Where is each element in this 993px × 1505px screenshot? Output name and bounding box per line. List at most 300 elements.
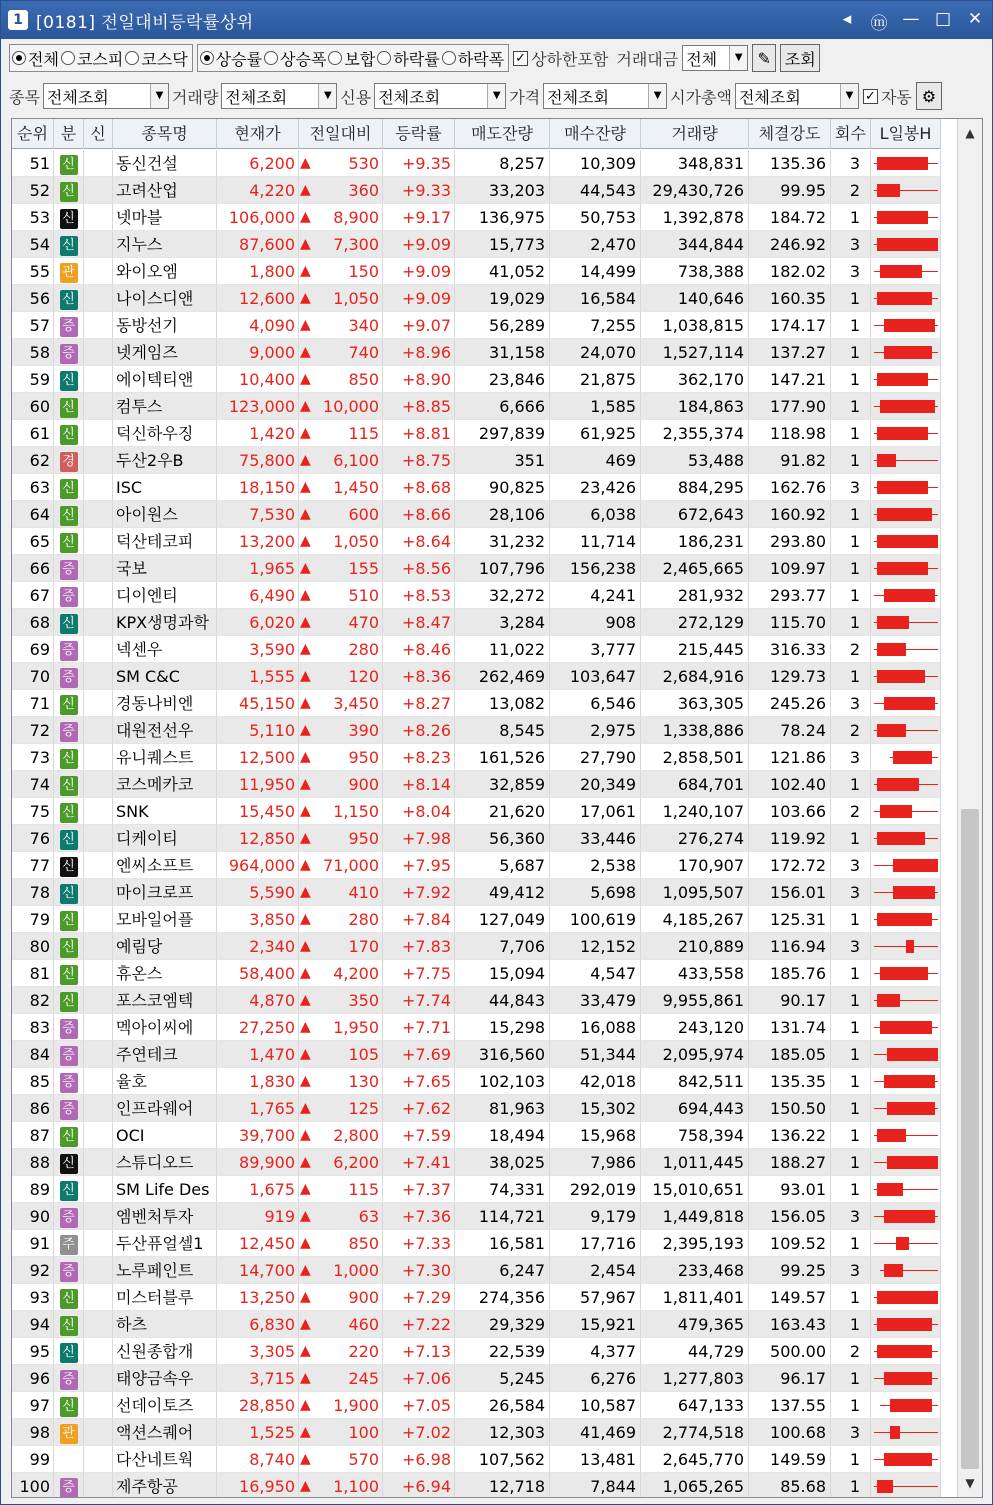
- rank-cell: 64: [12, 501, 54, 527]
- table-row[interactable]: [12, 501, 941, 528]
- count: 1: [831, 393, 871, 419]
- column-header[interactable]: L일봉H: [871, 119, 941, 149]
- change-value: 1,000: [333, 1261, 379, 1280]
- change-cell: [299, 366, 383, 392]
- rank-cell: 56: [12, 285, 54, 311]
- buy-remain: 16,584: [550, 285, 641, 311]
- sort-radio-4[interactable]: [442, 47, 504, 70]
- division-cell: [54, 771, 84, 797]
- table-row[interactable]: [12, 1419, 941, 1446]
- change-cell: [299, 1014, 383, 1040]
- stock-name[interactable]: 컴투스: [113, 393, 217, 419]
- sort-radio-2[interactable]: [328, 47, 375, 70]
- table-row[interactable]: [12, 1338, 941, 1365]
- stock-name[interactable]: 국보: [113, 555, 217, 581]
- sell-remain: 6,666: [455, 393, 550, 419]
- division-cell: [54, 1230, 84, 1256]
- stock-name[interactable]: 마이크로프: [113, 879, 217, 905]
- table-row[interactable]: [12, 555, 941, 582]
- table-row[interactable]: [12, 1041, 941, 1068]
- stock-name[interactable]: 휴온스: [113, 960, 217, 986]
- radio-button-icon[interactable]: [200, 51, 214, 65]
- current-price: 15,450: [217, 798, 299, 824]
- credit-cell: [84, 744, 113, 770]
- division-badge: 증: [60, 344, 78, 364]
- table-row[interactable]: [12, 1176, 941, 1203]
- change-value: 510: [348, 586, 379, 605]
- radio-button-icon[interactable]: [328, 51, 342, 65]
- scroll-thumb[interactable]: [961, 809, 979, 1469]
- change-cell: [299, 285, 383, 311]
- table-row[interactable]: [12, 1122, 941, 1149]
- table-row[interactable]: [12, 366, 941, 393]
- stock-name[interactable]: 아이원스: [113, 501, 217, 527]
- count: 1: [831, 609, 871, 635]
- mcap-select[interactable]: [735, 83, 859, 109]
- scroll-up-icon[interactable]: ▲: [965, 126, 975, 140]
- table-row[interactable]: [12, 1284, 941, 1311]
- market-radio-1[interactable]: [61, 47, 123, 70]
- price-select[interactable]: [543, 83, 667, 109]
- division-cell: [54, 1122, 84, 1148]
- chevron-down-icon[interactable]: ▼: [318, 84, 336, 108]
- column-header[interactable]: 등락률: [383, 119, 455, 149]
- stock-name[interactable]: 디이엔티: [113, 582, 217, 608]
- stock-name[interactable]: 두산2우B: [113, 447, 217, 473]
- stock-name[interactable]: SM C&C: [113, 663, 217, 689]
- stock-name[interactable]: 나이스디앤: [113, 285, 217, 311]
- sort-radio-0[interactable]: [200, 47, 262, 70]
- change-value: 1,950: [333, 1018, 379, 1037]
- daily-candle: [871, 528, 941, 554]
- table-row[interactable]: [12, 474, 941, 501]
- stock-name[interactable]: 선데이토즈: [113, 1392, 217, 1418]
- up-arrow-icon: ▲: [300, 1370, 311, 1386]
- chevron-down-icon[interactable]: ▼: [729, 46, 747, 70]
- change-cell: [299, 852, 383, 878]
- buy-remain: 17,716: [550, 1230, 641, 1256]
- stock-name[interactable]: 유니퀘스트: [113, 744, 217, 770]
- sort-radio-3[interactable]: [377, 47, 439, 70]
- table-row[interactable]: [12, 744, 941, 771]
- division-badge: 관: [60, 263, 78, 283]
- credit-cell: [84, 1230, 113, 1256]
- current-price: 919: [217, 1203, 299, 1229]
- sell-remain: 56,360: [455, 825, 550, 851]
- limit-checkbox[interactable]: [513, 47, 608, 70]
- table-row[interactable]: [12, 960, 941, 987]
- table-row[interactable]: [12, 177, 941, 204]
- table-row[interactable]: [12, 447, 941, 474]
- table-row[interactable]: [12, 1203, 941, 1230]
- radio-button-icon[interactable]: [125, 51, 139, 65]
- table-row[interactable]: [12, 825, 941, 852]
- table-row[interactable]: [12, 609, 941, 636]
- stock-name[interactable]: ISC: [113, 474, 217, 500]
- up-arrow-icon: ▲: [300, 533, 311, 549]
- volume: 2,355,374: [641, 420, 749, 446]
- table-row[interactable]: [12, 1392, 941, 1419]
- stock-name[interactable]: 액션스퀘어: [113, 1419, 217, 1445]
- candle-body: [893, 859, 938, 872]
- table-row[interactable]: [12, 906, 941, 933]
- credit-cell: [84, 231, 113, 257]
- stock-name[interactable]: 율호: [113, 1068, 217, 1094]
- column-header[interactable]: 순위: [12, 119, 54, 149]
- memo-icon[interactable]: ⓜ: [870, 14, 888, 34]
- radio-button-icon[interactable]: [61, 51, 75, 65]
- change-rate: +7.59: [383, 1122, 455, 1148]
- column-header[interactable]: 회수: [831, 119, 871, 149]
- market-radio-0[interactable]: [12, 47, 59, 70]
- rank-cell: 76: [12, 825, 54, 851]
- table-row[interactable]: [12, 690, 941, 717]
- volume: 1,065,265: [641, 1473, 749, 1498]
- count: 1: [831, 1014, 871, 1040]
- stock-name[interactable]: 동방선기: [113, 312, 217, 338]
- rank-cell: 100: [12, 1473, 54, 1498]
- table-row[interactable]: [12, 312, 941, 339]
- count: 1: [831, 771, 871, 797]
- sort-radio-1[interactable]: [264, 47, 326, 70]
- chevron-down-icon[interactable]: ▼: [150, 84, 168, 108]
- change-rate: +8.66: [383, 501, 455, 527]
- table-row[interactable]: [12, 582, 941, 609]
- table-row[interactable]: [12, 1014, 941, 1041]
- up-arrow-icon: ▲: [300, 560, 311, 576]
- change-rate: +7.06: [383, 1365, 455, 1391]
- change-value: 1,050: [333, 532, 379, 551]
- stock-name[interactable]: 미스터블루: [113, 1284, 217, 1310]
- table-row[interactable]: [12, 1230, 941, 1257]
- scroll-down-icon[interactable]: ▼: [965, 1476, 975, 1490]
- stock-name[interactable]: 넷게임즈: [113, 339, 217, 365]
- prev-icon[interactable]: ◂: [842, 9, 852, 29]
- stock-name[interactable]: 경동나비엔: [113, 690, 217, 716]
- stock-name[interactable]: 인프라웨어: [113, 1095, 217, 1121]
- stock-name[interactable]: SNK: [113, 798, 217, 824]
- table-row[interactable]: [12, 339, 941, 366]
- buy-remain: 103,647: [550, 663, 641, 689]
- change-value: 120: [348, 667, 379, 686]
- item-select[interactable]: [43, 83, 169, 109]
- stock-name[interactable]: SM Life Des: [113, 1176, 217, 1202]
- stock-name[interactable]: 와이오엠: [113, 258, 217, 284]
- table-row[interactable]: [12, 933, 941, 960]
- stock-name[interactable]: 대원전선우: [113, 717, 217, 743]
- stock-name[interactable]: 신원종합개: [113, 1338, 217, 1364]
- candle-body: [877, 535, 938, 548]
- limit-check-icon[interactable]: ✓: [513, 51, 528, 66]
- column-header[interactable]: 분: [54, 119, 84, 149]
- table-row[interactable]: [12, 798, 941, 825]
- trade-amount-value: 전체: [686, 49, 718, 69]
- change-cell: [299, 231, 383, 257]
- change-rate: +8.56: [383, 555, 455, 581]
- credit-select[interactable]: [374, 83, 506, 109]
- credit-cell: [84, 1446, 113, 1472]
- change-value: 360: [348, 181, 379, 200]
- market-radio-2[interactable]: [125, 47, 187, 70]
- buy-remain: 156,238: [550, 555, 641, 581]
- table-row[interactable]: [12, 258, 941, 285]
- gear-icon[interactable]: ⚙: [916, 82, 942, 110]
- up-arrow-icon: ▲: [300, 965, 311, 981]
- buy-remain: 57,967: [550, 1284, 641, 1310]
- table-row[interactable]: [12, 1311, 941, 1338]
- buy-remain: 15,302: [550, 1095, 641, 1121]
- division-cell: [54, 1014, 84, 1040]
- stock-name[interactable]: KPX생명과학: [113, 609, 217, 635]
- table-row[interactable]: [12, 852, 941, 879]
- column-header[interactable]: 매도잔량: [455, 119, 550, 149]
- credit-cell: [84, 312, 113, 338]
- table-row[interactable]: [12, 204, 941, 231]
- rank-cell: 98: [12, 1419, 54, 1445]
- table-row[interactable]: [12, 1149, 941, 1176]
- daily-candle: [871, 1365, 941, 1391]
- volume-label: 거래량: [171, 87, 219, 107]
- stock-name[interactable]: 덕산테코피: [113, 528, 217, 554]
- chevron-down-icon[interactable]: ▼: [840, 84, 858, 108]
- division-badge: 신: [60, 857, 78, 877]
- change-value: 245: [348, 1369, 379, 1388]
- exec-strength: 174.17: [749, 312, 831, 338]
- mcap-value: 전체조회: [738, 87, 801, 107]
- rank-cell: 86: [12, 1095, 54, 1121]
- stock-name[interactable]: OCI: [113, 1122, 217, 1148]
- division-badge: 신: [60, 1289, 78, 1309]
- count: 3: [831, 1257, 871, 1283]
- change-rate: +7.22: [383, 1311, 455, 1337]
- buy-remain: 61,925: [550, 420, 641, 446]
- table-row[interactable]: [12, 1365, 941, 1392]
- division-badge: 증: [60, 1019, 78, 1039]
- title-bar[interactable]: [1, 1, 992, 39]
- change-cell: [299, 1041, 383, 1067]
- volume: 344,844: [641, 231, 749, 257]
- change-cell: [299, 1473, 383, 1498]
- exec-strength: 100.68: [749, 1419, 831, 1445]
- change-cell: [299, 528, 383, 554]
- radio-button-icon[interactable]: [442, 51, 456, 65]
- table-row[interactable]: [12, 636, 941, 663]
- stock-name[interactable]: 다산네트웍: [113, 1446, 217, 1472]
- close-icon[interactable]: ✕: [967, 9, 983, 29]
- exec-strength: 135.35: [749, 1068, 831, 1094]
- radio-button-icon[interactable]: [264, 51, 278, 65]
- volume: 140,646: [641, 285, 749, 311]
- change-rate: +7.37: [383, 1176, 455, 1202]
- stock-name[interactable]: 지누스: [113, 231, 217, 257]
- credit-cell: [84, 771, 113, 797]
- table-row[interactable]: [12, 420, 941, 447]
- stock-name[interactable]: 하츠: [113, 1311, 217, 1337]
- stock-name[interactable]: 디케이티: [113, 825, 217, 851]
- up-arrow-icon: ▲: [300, 695, 311, 711]
- buy-remain: 21,875: [550, 366, 641, 392]
- stock-name[interactable]: 에이텍티앤: [113, 366, 217, 392]
- stock-name[interactable]: 포스코엠텍: [113, 987, 217, 1013]
- table-row[interactable]: [12, 285, 941, 312]
- credit-cell: [84, 933, 113, 959]
- credit-cell: [84, 420, 113, 446]
- table-row[interactable]: [12, 150, 941, 177]
- sell-remain: 81,963: [455, 1095, 550, 1121]
- stock-name[interactable]: 넥센우: [113, 636, 217, 662]
- credit-cell: [84, 528, 113, 554]
- stock-name[interactable]: 넷마블: [113, 204, 217, 230]
- column-header[interactable]: 체결강도: [749, 119, 831, 149]
- exec-strength: 160.92: [749, 501, 831, 527]
- daily-candle: [871, 1392, 941, 1418]
- current-price: 13,200: [217, 528, 299, 554]
- auto-check-icon[interactable]: ✓: [863, 89, 878, 104]
- buy-remain: 12,152: [550, 933, 641, 959]
- change-cell: [299, 1068, 383, 1094]
- volume: 215,445: [641, 636, 749, 662]
- stock-name[interactable]: 제주항공: [113, 1473, 217, 1498]
- division-badge: 증: [60, 1478, 78, 1498]
- vertical-scrollbar[interactable]: [957, 119, 982, 1497]
- buy-remain: 15,968: [550, 1122, 641, 1148]
- credit-cell: [84, 825, 113, 851]
- daily-candle: [871, 231, 941, 257]
- stock-name[interactable]: 엔씨소프트: [113, 852, 217, 878]
- credit-cell: [84, 1311, 113, 1337]
- table-row[interactable]: [12, 1068, 941, 1095]
- current-price: 2,340: [217, 933, 299, 959]
- table-row[interactable]: [12, 528, 941, 555]
- change-cell: [299, 474, 383, 500]
- table-row[interactable]: [12, 879, 941, 906]
- window-number-badge[interactable]: 1: [8, 10, 28, 30]
- credit-cell: [84, 906, 113, 932]
- change-value: 170: [348, 937, 379, 956]
- stock-name[interactable]: 엠벤처투자: [113, 1203, 217, 1229]
- change-value: 900: [348, 775, 379, 794]
- table-row[interactable]: [12, 987, 941, 1014]
- table-row[interactable]: [12, 771, 941, 798]
- table-row[interactable]: [12, 1257, 941, 1284]
- sell-remain: 107,562: [455, 1446, 550, 1472]
- radio-button-icon[interactable]: [377, 51, 391, 65]
- buy-remain: 16,088: [550, 1014, 641, 1040]
- stock-name[interactable]: 덕신하우징: [113, 420, 217, 446]
- column-header[interactable]: 거래량: [641, 119, 749, 149]
- volume: 479,365: [641, 1311, 749, 1337]
- count: 1: [831, 204, 871, 230]
- division-cell: [54, 339, 84, 365]
- stock-name[interactable]: 코스메카코: [113, 771, 217, 797]
- credit-cell: [84, 636, 113, 662]
- filter-row-1: [9, 43, 984, 73]
- volume-select[interactable]: [221, 83, 337, 109]
- column-header[interactable]: 종목명: [113, 119, 217, 149]
- stock-name[interactable]: 고려산업: [113, 177, 217, 203]
- change-rate: +8.04: [383, 798, 455, 824]
- up-arrow-icon: ▲: [300, 398, 311, 414]
- exec-strength: 115.70: [749, 609, 831, 635]
- up-arrow-icon: ▲: [300, 1478, 311, 1494]
- up-arrow-icon: ▲: [300, 1073, 311, 1089]
- change-cell: [299, 1122, 383, 1148]
- query-button[interactable]: 조회: [780, 44, 820, 72]
- buy-remain: 41,469: [550, 1419, 641, 1445]
- current-price: 10,400: [217, 366, 299, 392]
- stock-name[interactable]: 동신건설: [113, 150, 217, 176]
- stock-name[interactable]: 모바일어플: [113, 906, 217, 932]
- trade-amount-select[interactable]: [682, 45, 748, 71]
- pin-button[interactable]: ✎: [752, 44, 776, 72]
- volume: 53,488: [641, 447, 749, 473]
- sell-remain: 8,257: [455, 150, 550, 176]
- volume: 186,231: [641, 528, 749, 554]
- minimize-icon[interactable]: —: [902, 9, 920, 29]
- division-badge: 신: [60, 911, 78, 931]
- division-badge: 신: [60, 425, 78, 445]
- change-cell: [299, 420, 383, 446]
- change-value: 130: [348, 1072, 379, 1091]
- stock-name[interactable]: 예림당: [113, 933, 217, 959]
- current-price: 1,470: [217, 1041, 299, 1067]
- division-cell: [54, 798, 84, 824]
- sell-remain: 7,706: [455, 933, 550, 959]
- maximize-icon[interactable]: □: [934, 9, 952, 29]
- column-header[interactable]: 신: [84, 119, 113, 149]
- rank-cell: 53: [12, 204, 54, 230]
- exec-strength: 85.68: [749, 1473, 831, 1498]
- change-value: 600: [348, 505, 379, 524]
- change-cell: [299, 1446, 383, 1472]
- stock-name[interactable]: 멕아이씨에: [113, 1014, 217, 1040]
- division-cell: [54, 1257, 84, 1283]
- stock-name[interactable]: 노루페인트: [113, 1257, 217, 1283]
- table-row[interactable]: [12, 663, 941, 690]
- change-value: 8,900: [333, 208, 379, 227]
- stock-name[interactable]: 태양금속우: [113, 1365, 217, 1391]
- count: 3: [831, 1203, 871, 1229]
- table-row[interactable]: [12, 231, 941, 258]
- column-header[interactable]: 매수잔량: [550, 119, 641, 149]
- table-row[interactable]: [12, 1095, 941, 1122]
- credit-cell: [84, 501, 113, 527]
- stock-name[interactable]: 두산퓨얼셀1: [113, 1230, 217, 1256]
- change-rate: +7.65: [383, 1068, 455, 1094]
- table-row[interactable]: [12, 1446, 941, 1473]
- current-price: 1,765: [217, 1095, 299, 1121]
- chevron-down-icon[interactable]: ▼: [487, 84, 505, 108]
- count: 3: [831, 231, 871, 257]
- credit-cell: [84, 987, 113, 1013]
- change-cell: [299, 1419, 383, 1445]
- credit-cell: [84, 582, 113, 608]
- exec-strength: 131.74: [749, 1014, 831, 1040]
- column-header[interactable]: 현재가: [217, 119, 299, 149]
- stock-name[interactable]: 주연테크: [113, 1041, 217, 1067]
- table-row[interactable]: [12, 1473, 941, 1498]
- radio-button-icon[interactable]: [12, 51, 26, 65]
- count: 1: [831, 1068, 871, 1094]
- column-header[interactable]: 전일대비: [299, 119, 383, 149]
- change-value: 150: [348, 262, 379, 281]
- chevron-down-icon[interactable]: ▼: [648, 84, 666, 108]
- auto-checkbox[interactable]: [863, 85, 912, 108]
- table-row[interactable]: [12, 393, 941, 420]
- stock-name[interactable]: 스튜디오드: [113, 1149, 217, 1175]
- exec-strength: 121.86: [749, 744, 831, 770]
- table-row[interactable]: [12, 717, 941, 744]
